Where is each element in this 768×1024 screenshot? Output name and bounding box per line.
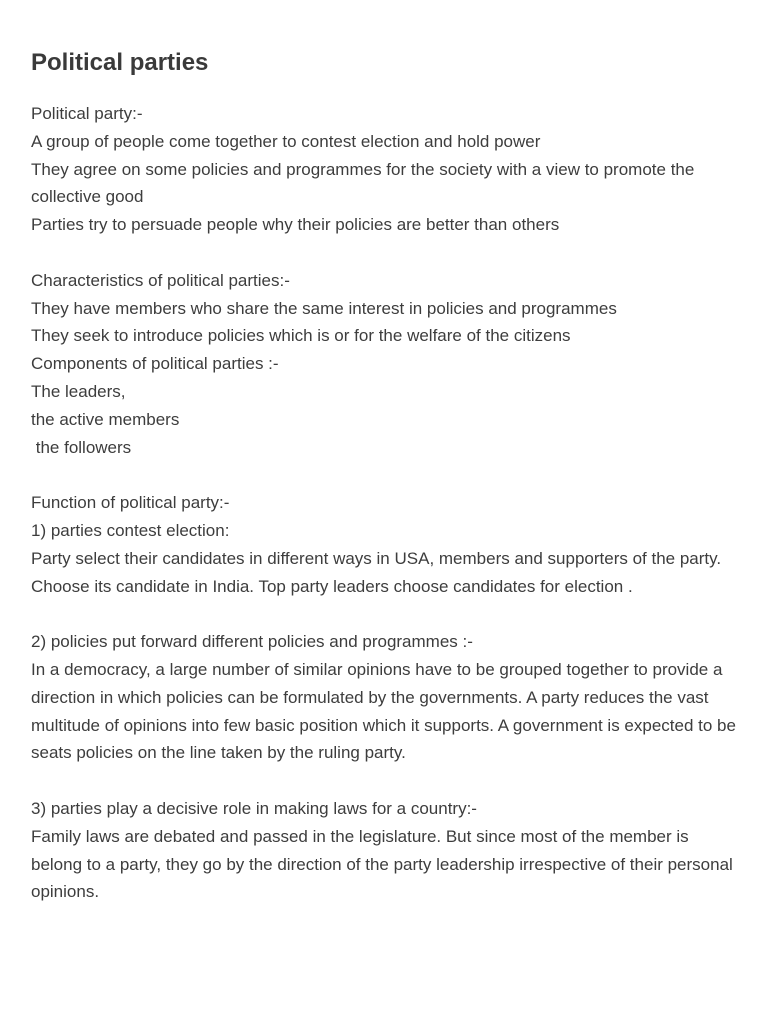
text-line: Family laws are debated and passed in the legislature. But since most of the member is belong to a party, they go by the direction of the party leadership irrespective of their personal opinions.	[31, 826, 738, 902]
text-line: Parties try to persuade people why their policies are better than others	[31, 215, 560, 235]
blank-line	[31, 461, 743, 489]
text-line: 3) parties play a decisive role in making laws for a country:-	[31, 798, 477, 818]
text-line: Components of political parties :-	[31, 354, 279, 374]
text-line: Function of political party:-	[31, 493, 230, 513]
text-line: the active members	[31, 409, 180, 429]
text-line: A group of people come together to contest election and hold power	[31, 131, 541, 151]
blank-line	[31, 767, 743, 795]
text-line: 2) policies put forward different policies and programmes :-	[31, 632, 473, 652]
blank-line	[31, 239, 743, 267]
note-body	[31, 100, 743, 906]
text-line: Party select their candidates in different ways in USA, members and supporters of the party. Choose its candidate in India. Top party leaders choose candidates for election .	[31, 548, 726, 596]
text-line: In a democracy, a large number of similar opinions have to be grouped together to provide a direction in which policies can be formulated by the governments. A party reduces the vast multitude of opinions into few basic position which it supports. A government is expected to be seats policies on the line taken by the ruling party.	[31, 659, 741, 763]
text-line: The leaders,	[31, 381, 126, 401]
text-line: They have members who share the same interest in policies and programmes	[31, 298, 617, 318]
text-line: the followers	[31, 437, 132, 457]
note-page	[31, 0, 743, 906]
text-line: Characteristics of political parties:-	[31, 270, 290, 290]
text-line: Political party:-	[31, 104, 143, 123]
text-line: They agree on some policies and programmes for the society with a view to promote the collective good	[31, 159, 700, 207]
text-line: They seek to introduce policies which is or for the welfare of the citizens	[31, 326, 571, 346]
text-line: 1) parties contest election:	[31, 520, 230, 540]
note-title: Political parties	[31, 49, 209, 76]
blank-line	[31, 600, 743, 628]
